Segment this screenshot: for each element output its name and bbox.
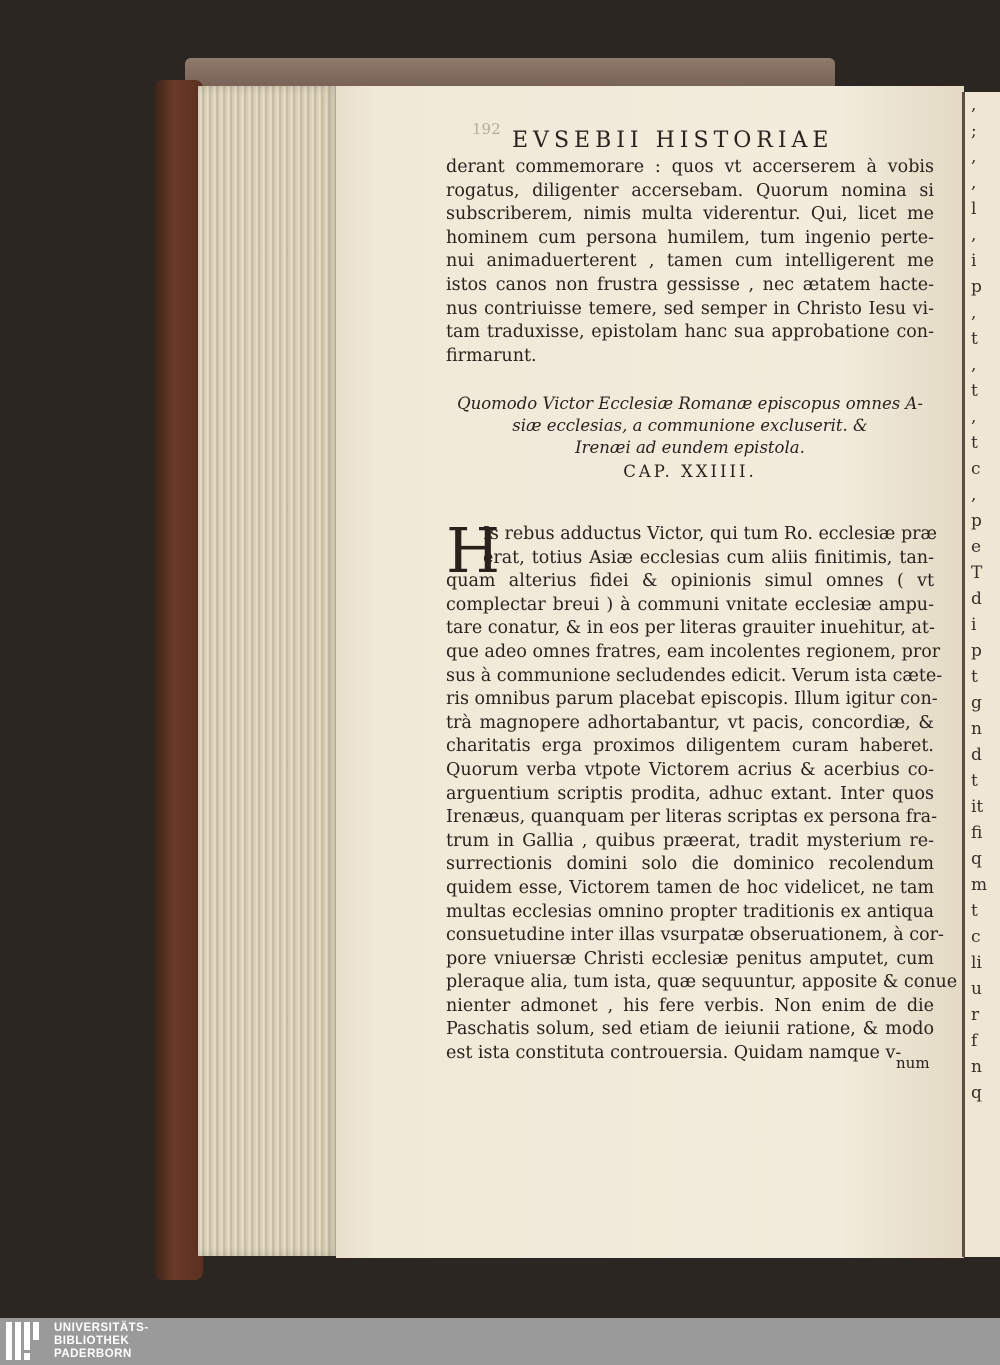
chapter-paragraph	[446, 514, 958, 1066]
next-page-fragment: d	[971, 589, 982, 609]
next-page-fragment: ,	[971, 147, 977, 167]
next-page-fragment: u	[971, 979, 982, 999]
text-line: tam traduxisse, epistolam hanc sua approbatione con-	[446, 322, 934, 343]
chapter-heading-line: Irenæi ad eundem epistola.	[575, 438, 805, 457]
text-line: charitatis erga proximos diligentem curam haberet.	[446, 736, 934, 757]
text-line: complectar breui ) à communi vnitate ecclesiæ ampu-	[446, 594, 934, 615]
paragraph-continued	[446, 156, 934, 368]
next-page-fragment: t	[971, 771, 978, 791]
text-line: firmarunt.	[446, 345, 537, 366]
next-page-fragment: t	[971, 381, 978, 401]
next-page-fragment: li	[971, 953, 982, 973]
text-line: arguentium scriptis prodita, adhuc extant. Inter quos	[446, 783, 934, 804]
next-page-fragment: e	[971, 537, 982, 557]
text-line: trà magnopere adhortabantur, vt pacis, concordiæ, &	[446, 712, 934, 733]
next-page-fragment: c	[971, 927, 981, 947]
text-line: consuetudine inter illas vsurpatæ obseruationem, à cor-	[446, 925, 944, 946]
text-line: est ista constituta controuersia. Quidam namque v-	[446, 1043, 902, 1064]
next-page-fragment: ,	[971, 95, 977, 115]
text-line: quam alterius fidei & opinionis simul omnes ( vt	[446, 571, 934, 592]
next-page-fragment: p	[971, 511, 982, 531]
chapter-heading	[446, 393, 934, 483]
text-line: erat, totius Asiæ ecclesias cum aliis finitimis, tan-	[483, 547, 934, 568]
chapter-number: CAP. XXIIII.	[623, 462, 757, 481]
text-line: surrectionis domini solo die dominico recolendum	[446, 854, 934, 875]
chapter-heading-line: Quomodo Victor Ecclesiæ Romanæ episcopus omnes A-	[457, 394, 923, 413]
next-page-fragment: t	[971, 901, 978, 921]
text-line: ris omnibus parum placebat episcopis. Illum igitur con-	[446, 689, 938, 710]
next-page-fragment: n	[971, 719, 982, 739]
library-logo-icon	[6, 1322, 44, 1360]
text-line: sus à communione secludendes edicit. Verum ista cæte-	[446, 665, 943, 686]
text-line: Quorum verba vtpote Victorem acrius & acerbius co-	[446, 759, 934, 780]
next-page-fragment: i	[971, 615, 977, 635]
text-line: Irenæus, quanquam per literas scriptas ex persona fra-	[446, 807, 938, 828]
next-page-fragment: q	[971, 849, 982, 869]
next-page-fragment: m	[971, 875, 988, 895]
next-page-fragment: ;	[971, 121, 977, 141]
library-footer	[0, 1318, 1000, 1365]
next-page-fragment: c	[971, 459, 981, 479]
next-page-fragment: ,	[971, 407, 977, 427]
next-page-fragment: ,	[971, 173, 977, 193]
text-line: multas ecclesias omnino propter traditionis ex antiqua	[446, 901, 934, 922]
next-page-fragment: it	[971, 797, 984, 817]
text-line: Paschatis solum, sed etiam de ieiunii ratione, & modo	[446, 1019, 934, 1040]
drop-capital: H	[446, 514, 501, 587]
library-name-line: UNIVERSITÄTS-	[54, 1322, 149, 1334]
catchword: num	[896, 1054, 930, 1072]
text-line: hominem cum persona humilem, tum ingenio perte-	[446, 227, 934, 248]
book-spine	[155, 80, 203, 1280]
next-page-fragment: p	[971, 277, 982, 297]
next-page-fragment: l	[971, 199, 977, 219]
text-line: quidem esse, Victorem tamen de hoc videlicet, ne tam	[446, 877, 934, 898]
next-page-fragment: n	[971, 1057, 982, 1077]
next-page-fragment: i	[971, 251, 977, 271]
next-page-fragment: fi	[971, 823, 983, 843]
next-page-fragment: t	[971, 667, 978, 687]
text-line: que adeo omnes fratres, eam incolentes regionem, pror	[446, 641, 941, 662]
text-line: trum in Gallia , quibus præerat, tradit mysterium re-	[446, 830, 934, 851]
running-header: EVSEBII HISTORIAE	[512, 128, 834, 153]
text-line: nui animaduerterent , tamen cum intelligerent me	[446, 251, 934, 272]
text-line: nus contriuisse temere, sed semper in Christo Iesu vi-	[446, 298, 934, 319]
library-name-line: PADERBORN	[54, 1348, 132, 1360]
next-page-fragment: g	[971, 693, 982, 713]
page-number: 192	[472, 120, 501, 138]
text-line: rogatus, diligenter accersebam. Quorum nomina si	[446, 180, 934, 201]
text-line: pleraque alia, tum ista, quæ sequuntur, apposite & conue	[446, 972, 958, 993]
next-page-fragment: T	[971, 563, 983, 583]
chapter-heading-line: siæ ecclesias, a communione excluserit. &	[512, 416, 868, 435]
next-page-fragment: ,	[971, 225, 977, 245]
next-page-fragment: ,	[971, 485, 977, 505]
next-page-fragment: ,	[971, 303, 977, 323]
text-line: Is rebus adductus Victor, qui tum Ro. ecclesiæ præ	[483, 524, 937, 544]
next-page-fragment: ,	[971, 355, 977, 375]
library-name-line: BIBLIOTHEK	[54, 1335, 130, 1347]
text-line: derant commemorare : quos vt accerserem à vobis	[446, 157, 934, 177]
next-page-fragment: d	[971, 745, 982, 765]
recto-page-fragment	[962, 92, 1000, 1257]
library-name	[54, 1322, 149, 1361]
next-page-fragment: t	[971, 433, 978, 453]
next-page-fragment: t	[971, 329, 978, 349]
next-page-fragment: r	[971, 1005, 980, 1025]
text-line: pore vniuersæ Christi ecclesiæ penitus amputet, cum	[446, 948, 934, 969]
text-line: istos canos non frustra gessisse , nec ætatem hacte-	[446, 274, 934, 295]
text-line: nienter admonet , his fere verbis. Non enim de die	[446, 995, 934, 1016]
next-page-fragment: q	[971, 1083, 982, 1103]
next-page-fragment: f	[971, 1031, 978, 1051]
text-line: subscriberem, nimis multa viderentur. Qui, licet me	[446, 204, 934, 225]
text-line: tare conatur, & in eos per literas grauiter inuehitur, at-	[446, 618, 935, 639]
next-page-fragment: p	[971, 641, 982, 661]
page-edges	[198, 86, 338, 1256]
